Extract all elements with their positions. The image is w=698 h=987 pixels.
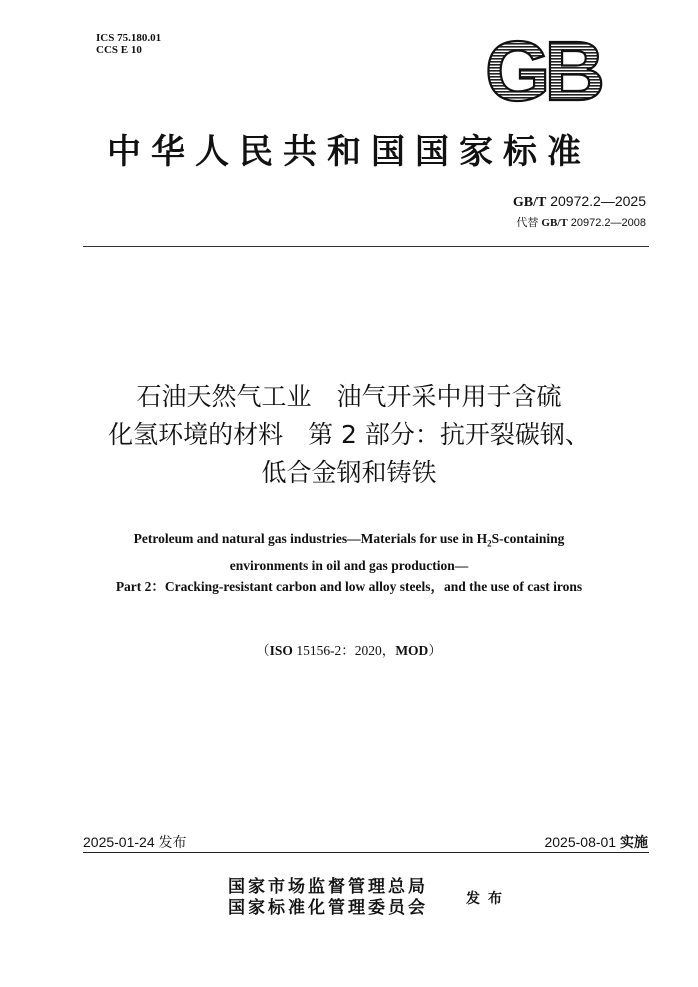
english-title-line3: Part 2：Cracking-resistant carbon and low alloy steels，and the use of cast irons — [115, 578, 583, 594]
issuing-authorities — [228, 877, 428, 919]
standard-number-value: 20972.2—2025 — [550, 193, 646, 209]
header-divider — [83, 246, 649, 247]
gb-logo-text: GB — [485, 34, 599, 106]
gb-logo — [472, 34, 612, 106]
effective-date — [544, 832, 648, 852]
iso-mod: MOD — [395, 643, 429, 658]
replaces-note — [516, 214, 646, 230]
replaces-number: 20972.2—2008 — [570, 217, 646, 229]
issue-date-value: 2025-01-24 — [83, 834, 155, 850]
chinese-title-line3: 低合金钢和铸铁 — [261, 458, 437, 487]
iso-reference — [0, 639, 698, 659]
replaces-prefix: GB/T — [541, 217, 568, 229]
effective-date-label: 实施 — [620, 834, 648, 850]
english-title-line1 — [60, 528, 638, 555]
english-title-line1-a: Petroleum and natural gas industries—Materials for use in H — [133, 531, 488, 546]
english-title — [60, 528, 638, 597]
chinese-title-line2: 化氢环境的材料 第 2 部分：抗开裂碳钢、 — [108, 420, 590, 449]
iso-close-paren: ） — [428, 643, 442, 658]
iso-number: 15156-2：2020， — [292, 643, 396, 658]
replaces-label: 代替 — [516, 217, 539, 229]
issue-date-label: 发布 — [158, 834, 187, 850]
ics-code: ICS 75.180.01 — [96, 32, 162, 44]
english-title-subscript: 2 — [487, 538, 492, 549]
effective-date-value: 2025-08-01 — [544, 834, 617, 850]
english-title-line2: environments in oil and gas production— — [229, 557, 469, 573]
standard-number-prefix: GB/T — [512, 195, 547, 210]
chinese-title — [0, 378, 698, 492]
issue-date — [83, 832, 187, 852]
standard-number — [513, 193, 646, 211]
chinese-title-line1: 石油天然气工业 油气开采中用于含硫 — [136, 382, 562, 411]
classification-codes — [96, 32, 161, 56]
footer-divider — [83, 852, 649, 853]
ccs-code: CCS E 10 — [96, 44, 142, 56]
english-title-line1-b: S-containing — [491, 531, 565, 546]
issuer-samr: 国家市场监督管理总局 — [228, 877, 428, 897]
publish-label: 发布 — [466, 891, 510, 907]
issuer-sac: 国家标准化管理委员会 — [228, 898, 428, 918]
iso-open-paren: （ — [256, 643, 270, 658]
iso-label: ISO — [269, 643, 293, 658]
standard-title: 中华人民共和国国家标准 — [107, 132, 591, 172]
